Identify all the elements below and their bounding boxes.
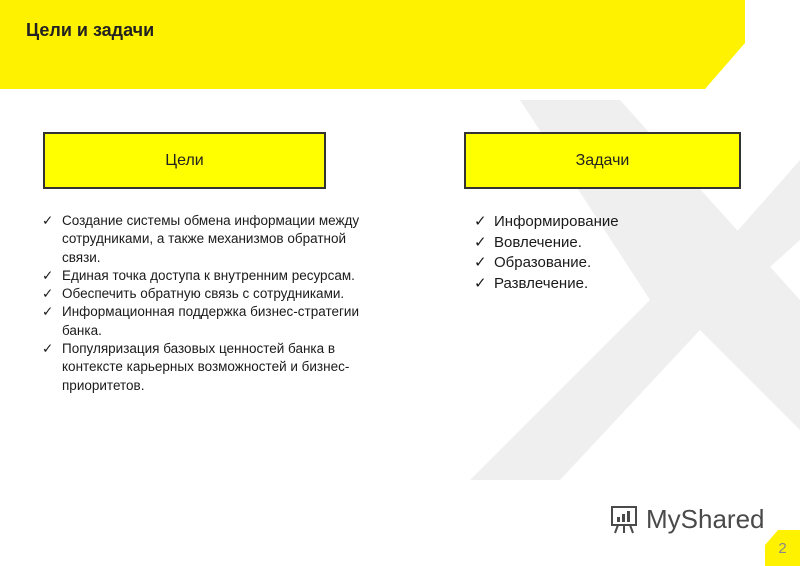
check-icon: ✓ xyxy=(42,267,54,283)
check-icon: ✓ xyxy=(42,213,54,228)
goals-header-box xyxy=(43,132,326,189)
page-title: Цели и задачи xyxy=(26,20,155,40)
goals-label: Цели xyxy=(165,151,204,169)
tasks-label: Задачи xyxy=(575,151,630,169)
check-icon: ✓ xyxy=(42,286,54,302)
tasks-header-box xyxy=(464,132,741,189)
list-item: ✓ Создание системы обмена информации между сотрудниками, а также механизмов обратной связи. xyxy=(42,213,360,265)
goals-list xyxy=(40,212,360,395)
check-icon: ✓ xyxy=(42,304,54,320)
header-band xyxy=(0,0,745,89)
myshared-watermark xyxy=(608,503,765,535)
watermark-text: MyShared xyxy=(646,503,765,534)
list-item: ✓ Вовлечение. xyxy=(472,233,732,254)
list-item: ✓ Обеспечить обратную связь с сотрудниками. xyxy=(40,285,360,303)
list-item: ✓ Образование. xyxy=(472,253,732,274)
list-item: ✓ Популяризация базовых ценностей банка в контексте карьерных возможностей и бизнес-приоритетов. xyxy=(42,341,350,393)
presentation-board-icon xyxy=(608,503,640,535)
list-item: ✓ Единая точка доступа к внутренним ресурсам. xyxy=(40,267,360,285)
check-icon: ✓ xyxy=(42,341,54,357)
check-icon: ✓ xyxy=(474,213,487,230)
check-icon: ✓ xyxy=(474,254,487,272)
check-icon: ✓ xyxy=(474,275,487,293)
list-item: ✓ Развлечение. xyxy=(472,274,732,295)
list-item: ✓ Информирование xyxy=(472,212,732,233)
list-item: ✓ Информационная поддержка бизнес-стратегии банка. xyxy=(42,304,359,338)
tasks-list xyxy=(472,212,732,295)
page-number: 2 xyxy=(778,539,787,557)
check-icon: ✓ xyxy=(474,233,487,251)
